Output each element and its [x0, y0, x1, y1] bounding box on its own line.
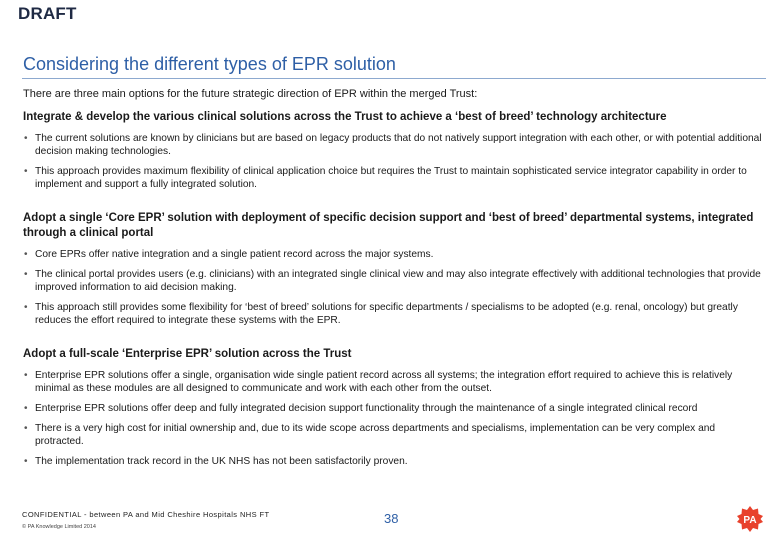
section-heading: Adopt a full-scale ‘Enterprise EPR’ solution across the Trust — [23, 347, 352, 360]
option-section-1 — [23, 110, 765, 191]
bullet-icon: • — [24, 422, 28, 434]
pa-logo-icon — [737, 506, 763, 532]
list-item-text: The implementation track record in the UK NHS has not been satisfactorily proven. — [35, 455, 408, 467]
bullet-icon: • — [24, 301, 28, 313]
list-item-text: This approach provides maximum flexibility of clinical application choice but requires the Trust to maintain sophisticated service integrator capability in order to implement and support a fully integrated solution. — [35, 165, 747, 190]
list-item — [23, 402, 765, 415]
list-item — [23, 455, 765, 468]
bullet-icon: • — [24, 455, 28, 467]
bullet-icon: • — [24, 165, 28, 177]
page-number: 38 — [384, 511, 399, 526]
bullet-icon: • — [24, 402, 28, 414]
list-item-text: The current solutions are known by clinicians but are based on legacy products that do not natively support integration with each other, or with potential additional decision making technologies. — [35, 132, 762, 157]
bullet-icon: • — [24, 268, 28, 280]
list-item-text: The clinical portal provides users (e.g. clinicians) with an integrated single clinical view and may also integrate effectively with additional technologies that provide improved information to aid decision making. — [35, 268, 761, 293]
draft-label: DRAFT — [18, 4, 77, 23]
bullet-icon: • — [24, 369, 28, 381]
list-item-text: Enterprise EPR solutions offer a single, organisation wide single patient record across all systems; the integration effort required to achieve this is relatively minimal as these modules are all designed to communicate and work with each other from the outset. — [35, 369, 733, 394]
bullet-icon: • — [24, 248, 28, 260]
intro-text: There are three main options for the future strategic direction of EPR within the merged Trust: — [23, 88, 478, 100]
list-item-text: There is a very high cost for initial ownership and, due to its wide scope across departments and specialisms, implementation can be very complex and protracted. — [35, 422, 716, 447]
list-item — [23, 248, 765, 261]
list-item — [23, 132, 765, 158]
bullet-list — [23, 248, 765, 327]
confidential-notice: CONFIDENTIAL - between PA and Mid Cheshire Hospitals NHS FT — [22, 510, 270, 519]
option-section-2 — [23, 211, 765, 327]
list-item-text: Core EPRs offer native integration and a single patient record across the major systems. — [35, 248, 434, 260]
list-item — [23, 165, 765, 191]
bullet-list — [23, 369, 765, 468]
bullet-icon: • — [24, 132, 28, 144]
list-item — [23, 301, 765, 327]
section-heading: Adopt a single ‘Core EPR’ solution with deployment of specific decision support and ‘best of breed’ departmental systems, integrated through a clinical portal — [23, 211, 754, 239]
list-item — [23, 422, 765, 448]
list-item-text: This approach still provides some flexibility for ‘best of breed’ solutions for specific departments / specialisms to be adopted (e.g. renal, oncology) but greatly reduces the effort required to integrate these systems with the EPR. — [35, 301, 738, 326]
section-heading: Integrate & develop the various clinical solutions across the Trust to achieve a ‘best of breed’ technology architecture — [23, 110, 667, 123]
copyright-notice: © PA Knowledge Limited 2014 — [22, 524, 96, 530]
list-item-text: Enterprise EPR solutions offer deep and fully integrated decision support functionality through the maintenance of a single integrated clinical record — [35, 402, 698, 414]
bullet-list — [23, 132, 765, 191]
option-section-3 — [23, 347, 765, 468]
logo-text: PA — [743, 515, 757, 526]
page-title: Considering the different types of EPR solution — [23, 54, 396, 74]
slide-body — [23, 88, 765, 478]
title-divider — [22, 78, 766, 79]
list-item — [23, 268, 765, 294]
list-item — [23, 369, 765, 395]
